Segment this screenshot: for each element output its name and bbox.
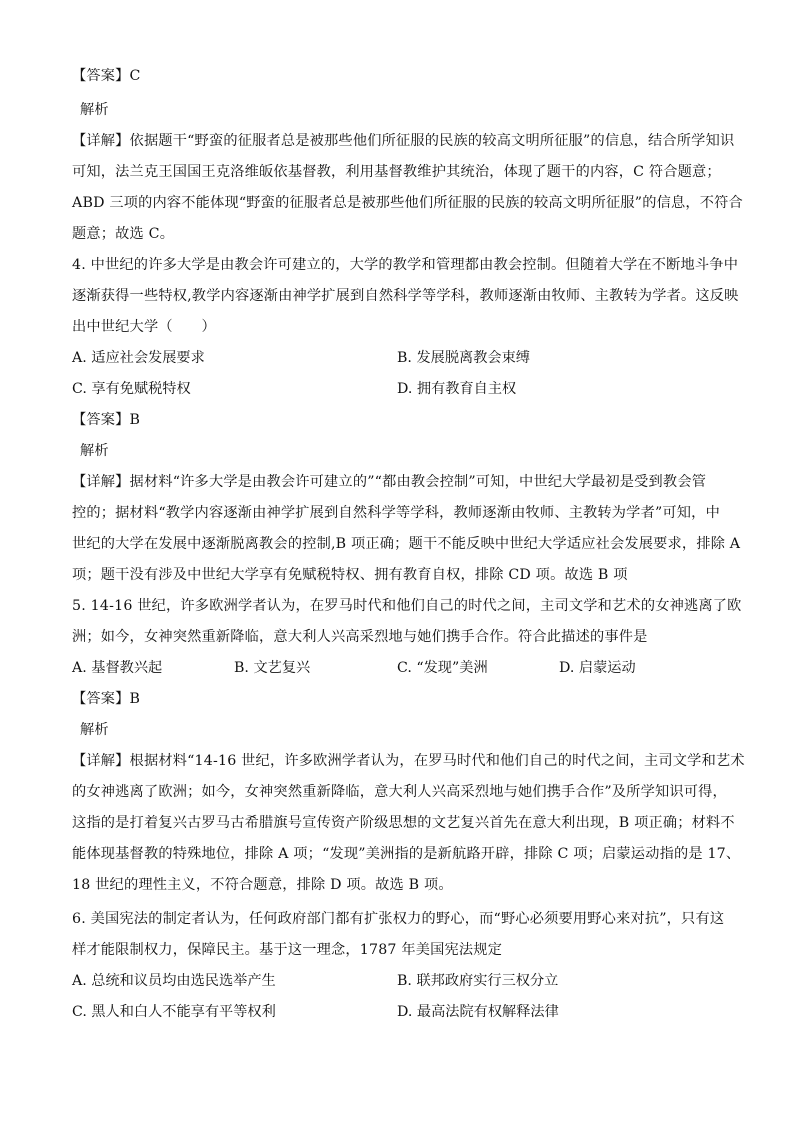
q3-detail-line-4: 题意；故选 C。	[72, 226, 175, 242]
q3-detail-line-1: 【详解】依据题干“野蛮的征服者总是被那些他们所征服的民族的较高文明所征服”的信息，结合所学知识	[72, 133, 735, 149]
q5-option-a: A. 基督教兴起	[72, 660, 163, 676]
q5-detail-line-2: 的女神逃离了欧洲；如今，女神突然重新降临，意大利人兴高采烈地与她们携手合作”及所学知识可得，	[72, 784, 727, 800]
q4-option-c: C. 享有免赋税特权	[72, 381, 191, 397]
q5-option-b: B. 文艺复兴	[234, 660, 311, 676]
q5-detail-line-5: 18 世纪的理性主义，不符合题意，排除 D 项。故选 B 项。	[72, 877, 453, 893]
q6-stem-line-2: 样才能限制权力，保障民主。基于这一理念，1787 年美国宪法规定	[72, 942, 503, 958]
q3-analysis-label: 解析	[80, 102, 109, 118]
q4-option-a: A. 适应社会发展要求	[72, 350, 205, 366]
q5-stem-line-1: 5. 14-16 世纪，许多欧洲学者认为，在罗马时代和他们自己的时代之间，主司文学和艺术的女神逃离了欧	[72, 598, 742, 614]
q5-option-c: C. “发现”美洲	[397, 660, 488, 676]
q5-analysis-label: 解析	[80, 722, 109, 738]
q4-option-b: B. 发展脱离教会束缚	[397, 350, 530, 366]
q6-option-b: B. 联邦政府实行三权分立	[397, 973, 559, 989]
q4-detail-line-4: 项；题干没有涉及中世纪大学享有免赋税特权、拥有教育自权，排除 CD 项。故选 B 项	[72, 567, 628, 583]
q6-stem-line-1: 6. 美国宪法的制定者认为，任何政府部门都有扩张权力的野心，而“野心必须要用野心来对抗”，只有这	[72, 911, 725, 927]
q4-detail-line-3: 世纪的大学在发展中逐渐脱离教会的控制,B 项正确；题干不能反映中世纪大学适应社会发展要求，排除 A	[72, 536, 741, 552]
q3-answer: 【答案】C	[72, 68, 141, 84]
q4-analysis-label: 解析	[80, 443, 109, 459]
q5-stem-line-2: 洲；如今，女神突然重新降临，意大利人兴高采烈地与她们携手合作。符合此描述的事件是	[72, 629, 648, 645]
q4-answer: 【答案】B	[72, 412, 141, 428]
q5-option-d: D. 启蒙运动	[559, 660, 636, 676]
q3-detail-line-3: ABD 三项的内容不能体现“野蛮的征服者总是被那些他们所征服的民族的较高文明所征服”的信息，不符合	[72, 195, 743, 211]
q5-detail-line-4: 能体现基督教的特殊地位，排除 A 项；“发现”美洲指的是新航路开辟，排除 C 项；启蒙运动指的是 17、	[72, 846, 741, 862]
q5-answer: 【答案】B	[72, 691, 141, 707]
q4-option-d: D. 拥有教育自主权	[397, 381, 517, 397]
q6-option-c: C. 黑人和白人不能享有平等权利	[72, 1004, 276, 1020]
q4-stem-line-1: 4. 中世纪的许多大学是由教会许可建立的，大学的教学和管理都由教会控制。但随着大学在不断地斗争中	[72, 257, 739, 273]
q6-option-a: A. 总统和议员均由选民选举产生	[72, 973, 276, 989]
q3-detail-line-2: 可知，法兰克王国国王克洛维皈依基督教，利用基督教维护其统治，体现了题干的内容，C 符合题意；	[72, 164, 721, 180]
q4-detail-line-1: 【详解】据材料“许多大学是由教会许可建立的”“都由教会控制”可知，中世纪大学最初是受到教会管	[72, 474, 707, 490]
q5-detail-line-1: 【详解】根据材料“14-16 世纪，许多欧洲学者认为，在罗马时代和他们自己的时代之间，主司文学和艺术	[72, 753, 745, 769]
q4-detail-line-2: 控的；据材料“教学内容逐渐由神学扩展到自然科学等学科，教师逐渐由牧师、主教转为学者”可知，中	[72, 505, 720, 521]
q6-option-d: D. 最高法院有权解释法律	[397, 1004, 559, 1020]
q5-detail-line-3: 这指的是打着复兴古罗马古希腊旗号宣传资产阶级思想的文艺复兴首先在意大利出现，B 项正确；材料不	[72, 815, 735, 831]
q4-stem-line-3: 出中世纪大学（ ）	[72, 319, 216, 335]
q4-stem-line-2: 逐渐获得一些特权,教学内容逐渐由神学扩展到自然科学等学科，教师逐渐由牧师、主教转为学者。这反映	[72, 288, 739, 304]
